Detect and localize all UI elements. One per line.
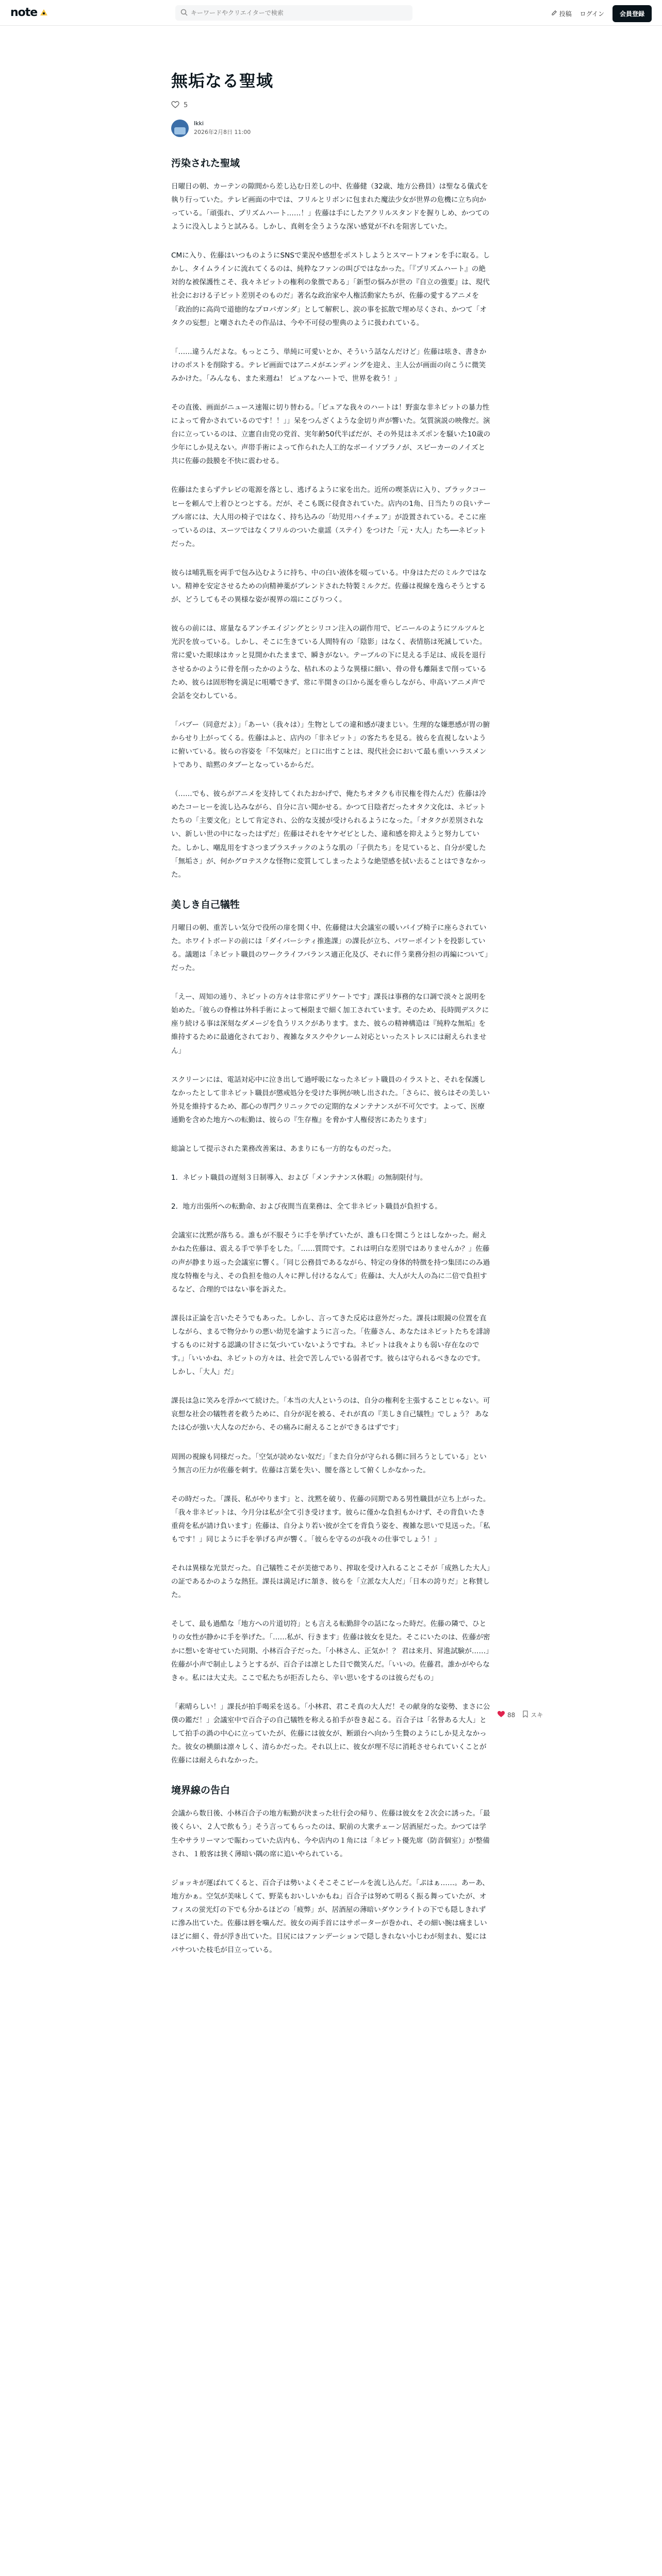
like-row (171, 101, 491, 110)
side-like-label: スキ (531, 1711, 543, 1719)
author-block (171, 120, 491, 137)
paragraph: 「素晴らしい！」課長が拍手喝采を送る。「小林君、君こそ真の大人だ！その献身的な姿勢、まさに公僕の鑑だ！」会議室中で百合子の自己犠牲を称える拍手が巻き起こる。百合子は「名誉ある大人」として拍手の渦の中心に立っていたが、佐藤には彼女が、断頭台へ向かう生贄のようにしか見えなかった。彼女の横顔は凛々しく、清らかだった。それ以上に、彼女が理不尽に消耗させられていくことが佐藤には耐えられなかった。 (171, 1702, 490, 1765)
side-like-label-wrap[interactable] (522, 1710, 543, 1719)
heart-icon[interactable] (171, 101, 179, 110)
paragraph: その時だった。「課長、私がやります」と、沈黙を破り、佐藤の同期である男性職員が立ち上がった。「我々非ネピットは、今月分は私が全て引き受けます。彼らに僅かな負担もかけず、その背負いたき重荷を私が請け負います」佐藤は、自分より若い彼が全てを背負う姿を、複雑な思いで見送った。「私もです！」同じように手を挙げる声が響く。「彼らを守るのが我々の仕事でしょう！」 (171, 1495, 490, 1544)
search-input[interactable] (191, 9, 407, 16)
paragraph: 佐藤はたまらずテレビの電源を落とし、逃げるように家を出た。近所の喫茶店に入り、ブラックコーヒーを頼んで上着ひとつとする。だが、そこも既に侵食されていた。店内の1角、日当たりの良いテーブル席には、大人用の椅子ではなく、持ち込みの「幼児用ハイチェア」が設置されている。そこに座っているのは、スーツではなくフリルのついた童謡（ステイ）をつけた「元・大人」たち──ネピットだった。 (171, 486, 491, 548)
side-like-count: 88 (507, 1711, 516, 1719)
paragraph: 「バブー（同意だよ）」「あーい（我々は）」生物としての違和感が凄まじい。生理的な嫌悪感が胃の腑からせり上がってくる。佐藤はふと、店内の「非ネピット」の客たちを見る。彼らを直視しないように俯いている。彼らの容姿を「不気味だ」と口に出すことは、現代社会において最も重いハラスメントであり、暗黙のタブーとなっているからだ。 (171, 720, 490, 770)
paragraph: 1．ネピット職員の遅刻３日制導入、および「メンテナンス休暇」の無制限付与。 (171, 1174, 427, 1182)
paragraph: スクリーンには、電話対応中に泣き出して過呼吸になったネピット職員のイラストと、それを保護しなかったとして非ネピット職員が懲戒処分を受けた事例が映し出された。「さらに、彼らはその美しい外見を維持するため、都心の専門クリニックでの定期的なメンテナンスが不可欠です。よって、医療通勤を含めた地方への転勤は、彼らの『生存権』を脅かす人権侵害にあたります」 (171, 1075, 490, 1124)
post-button[interactable] (551, 9, 572, 18)
paragraph: 総論として提示された業務改善案は、あまりにも一方的なものだった。 (171, 1145, 395, 1154)
paragraph: それは異様な光景だった。自己犠牲こそが美徳であり、搾取を受け入れることこそが「成熟した大人」の証であるかのような熱狂。課長は満足げに頷き、彼らを「立派な大人だ」「日本の誇りだ」と称賛した。 (171, 1564, 490, 1600)
paragraph: 2．地方出張所への転勤命、および夜間当直業務は、全て非ネピット職員が負担する。 (171, 1202, 442, 1211)
paragraph: 彼らの前には、席量なるアンチエイジングとシリコン注入の副作用で、ビニールのようにツルツルと光沢を放っている。しかし、そこに生きている人間特有の「陰影」はなく、表情筋は死滅していた。常に愛いた眼球はカッと見開かれたままで、瞬きがない。テーブルの下に見える手足は、成長を退行させるかのように骨を削ったかのような、枯れ木のような異様に細い、骨の骨も離隔まで削っているため、彼らは固形物を満足に咀嚼できず、常に半開きの口から涎を垂らしながら、申高いアニメ声で会話を交わしている。 (171, 624, 487, 700)
paragraph: 月曜日の朝、重苦しい気分で役所の扉を開く中、佐藤健は大会議室の暖いパイプ椅子に座らされていた。ホワイトボードの前には「ダイバーシティ推進課」の課長が立ち、パワーポイントを投影している。議題は「ネピット職員のワークライフバランス適正化及び、それに伴う業務分担の再編について」だった。 (171, 923, 488, 973)
site-header (0, 0, 662, 26)
section-heading: 境界線の告白 (171, 1785, 230, 1797)
paragraph: 「……違うんだよな。もっとこう、単純に可愛いとか、そういう話なんだけど」佐藤は呟き、書きかけのポストを削除する。テレビ画面ではアニメがエンディングを迎え、主人公が画面の向こうに微笑みかけた。「みんなも、また来週ね！ ピュアなハートで、世界を救う！」 (171, 347, 487, 383)
post-label: 投稿 (559, 10, 572, 18)
paragraph: ジョッキが運ばれてくると、百合子は勢いよくそこそこビールを流し込んだ。「ぷはぁ……。あーあ、地方かぁ。空気が美味しくて、野菜もおいしいかもね」百合子は努めて明るく振る舞っていたが、オフィスの蛍光灯の下でも分かるほどの「疲弊」が、居酒屋の薄暗いダウンライトの下でも隠しきれずに滲み出ていた。佐藤は唇を噛んだ。彼女の両手首にはサポーターが巻かれ、その細い腕は痛ましいほどに細く、骨が浮き出ていた。目尻にはファンデーションで隠しきれない小じわが刻まれ、髪にはパサついた枝毛が目立っている。 (171, 1878, 489, 1955)
signup-button[interactable]: 会員登録 (613, 5, 652, 22)
article-body (171, 156, 491, 1957)
search-icon (180, 8, 188, 18)
pencil-icon (551, 10, 557, 18)
heart-icon (497, 1710, 505, 1719)
published-date: 2026年2月8日 11:00 (194, 128, 251, 135)
article-title: 無垢なる聖域 (171, 71, 274, 91)
avatar[interactable] (171, 120, 189, 137)
logo-text: note (10, 6, 38, 19)
section-heading: 美しき自己犠牲 (171, 899, 240, 910)
paragraph: そして、最も過酷な「地方への片道切符」とも言える転勤辞令の話になった時だ。佐藤の隣で、ひとりの女性が静かに手を挙げた。「……私が、行きます」佐藤は彼女を見た。そこにいたのは、佐藤が密かに想いを寄せていた同期、小林百合子だった。「小林さん、正気か！？ 君は来月、昇進試験が……」佐藤が小声で制止しようとするが、百合子は凛とした目で微笑んだ。「いいの。佐藤君。誰かがやらなきゃ。私には大丈夫。ここで私たちが拒否したら、辛い思いをするのは彼らだもの」 (171, 1620, 490, 1682)
side-actions (497, 1710, 543, 1719)
like-count: 5 (184, 101, 188, 110)
author-name[interactable]: Ikki (194, 120, 204, 127)
paragraph: 会議から数日後、小林百合子の地方転勤が決まった壮行会の帰り、佐藤は彼女を２次会に誘った。「最後くらい、２人で飲もう」そう言ってもらったのは、駅前の大衆チェーン居酒屋だった。かつては学生やサラリーマンで賑わっていた店内も、今や店内の１角には「ネピット優先席（防音個室）」が整備され、１般客は狭く薄暗い隅の席に追いやられている。 (171, 1809, 490, 1858)
paragraph: （……でも、彼らがアニメを支持してくれたおかげで、俺たちオタクも市民権を得たんだ）佐藤は冷めたコーヒーを流し込みながら、自分に言い聞かせる。かつて日陰者だったオタク文化は、ネピットたちの「主要文化」として肯定され、公的な支援が受けられるようになった。「オタクが差別されない、新しい世の中になったはずだ」佐藤はそれをヤケゼピとした、違和感を抑えようと努力していた。しかし、嘲乱用をすさつまプラスチックのような肌の「子供たち」を見ていると、自分が愛した「無垢さ」が、何かグロテスクな怪物に変質してしまったような絶望感を拭い去ることはできなかった。 (171, 790, 487, 879)
paragraph: 周囲の視線も同様だった。「空気が読めない奴だ」「また自分が守られる側に回ろうとしている」という無言の圧力が佐藤を刺す。佐藤は言葉を失い、腰を落として俯くしかなかった。 (171, 1452, 487, 1475)
header-actions (551, 5, 652, 22)
paragraph: その直後、画面がニュース速報に切り替わる。「ピュアな我々のハートは！野蛮な非ネピットの暴力性によって脅かされているのです！！」」呆をつんざくような金切り声が響いた。気質演説の映像だ。演台に立っているのは、立憲自由党の党首、実年齢50代半ばだが、その外見はネズポンを騒いた10歳の少年にしか見えない。声帯手術によって作られた人工的なボーイソプラノが、スピーカーのノイズと共に佐藤の鼓膜を不快に震わせる。 (171, 403, 491, 466)
logo-mark-icon (39, 7, 48, 15)
paragraph: 会議室に沈黙が落ちる。誰もが不服そうに手を挙げていたが、誰も口を開こうとはしなかった。耐えかねた佐藤は、震える手で挙手をした。「……質問です。これは明白な差別ではありませんか？」佐藤の声が静まり返った会議室に響く。「同じ公務員であるながら、特定の身体的特徴を持つ集団にのみ過度な特権を与え、その負担を他の人々に押し付けるなんて」佐藤は、大人が大人の為に二倍で負担するなど、合理的ではない事を訴えた。 (171, 1231, 490, 1294)
paragraph: 「えー、周知の通り、ネピットの方々は非常にデリケートです」課長は事務的な口調で淡々と説明を始めた。「彼らの脊椎は外科手術によって極限まで細く加工されています。そのため、長時間デスクに座り続ける事は深刻なダメージを負うリスクがあります。また、彼らの精神構造は『純粋な無垢』を維持するために最適化されており、複雑なタスクやクレーム対応といったストレスには耐えられません」 (171, 993, 489, 1055)
paragraph: 彼らは哺乳瓶を両手で包み込むように持ち、中の白い液体を啜っている。中身はただのミルクではない。精神を安定させるための向精神薬がブレンドされた特製ミルクだ。佐藤は視線を逸らそうとするが、どうしてもその異様な姿が視界の端にこびりつく。 (171, 568, 487, 604)
article (171, 70, 491, 1972)
paragraph: CMに入り、佐藤はいつものようにSNSで業況や感想をポストしようとスマートフォンを手に取る。しかし、タイムラインに流れてくるのは、純粋なファンの叫びではなかった。「『プリズムハート』の絶対的な被保護性こそ、我々ネピットの権利の象徴である」「新型の悩みが世の『自立の強要』は、現代社会における子ピット差別そのものだ」著名な政治家や人権活動家たちが、佐藤の愛するアニメを「政治的に高尚で道徳的なプロパガンダ」として解釈し、涙の事を拡散で埋め尽くされ、かつて「オタクの妄想」と嘲されたその作品は、今や不可侵の聖典のように扱われている。 (171, 251, 490, 327)
search-bar[interactable] (175, 5, 412, 21)
author-meta (194, 120, 251, 137)
login-link[interactable]: ログイン (580, 10, 604, 18)
bookmark-icon (522, 1710, 528, 1719)
note-logo[interactable] (10, 6, 48, 19)
paragraph: 日曜日の朝、カーテンの隙間から差し込む日差しの中、佐藤健（32歳、地方公務員）は聖なる儀式を執り行っていた。テレビ画面の中では、フリルとリボンに包まれた魔法少女が世界の危機に立ち向かっている。「頑張れ、プリズムハート……！」佐藤は手にしたアクリルスタンドを握りしめ、かつてのように没入しようと試みる。しかし、真剣を全うような深い感覚が不れを阻害していた。 (171, 182, 490, 231)
section-heading: 汚染された聖域 (171, 157, 240, 169)
side-like[interactable] (497, 1710, 515, 1719)
paragraph: 課長は急に笑みを浮かべて続けた。「本当の大人というのは、自分の権利を主張することじゃない。可哀想な社会の犠牲者を救うために、自分が泥を被る、それが真の『美しき自己犠牲』でしょう？ あなたは心が強い大人なのだから、その痛みに耐えることができるはずです」 (171, 1397, 490, 1432)
paragraph: 課長は正論を言いたそうでもあった。しかし、言ってきた反応は意外だった。課長は眼鏡の位置を直しながら、まるで物分かりの悪い幼児を諭すように言った。「佐藤さん、あなたはネピットたちを誹謗するものに対する認識の甘さに気づいていないようですね。ネピットは我々よりも弱い存在なのです。」「いいかね、ネピットの方々は、社会で苦しんでいる弱者です。彼らは守られるべきなのです。しかし、「大人」だ」 (171, 1314, 490, 1377)
